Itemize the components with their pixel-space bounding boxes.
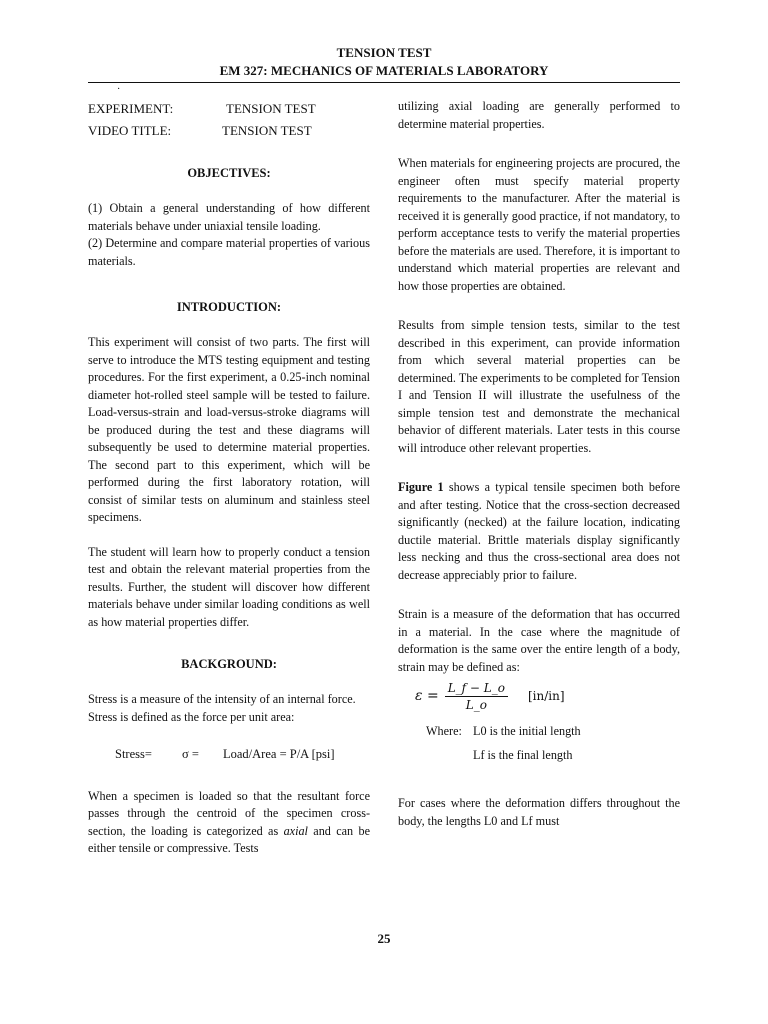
experiment-value: TENSION TEST <box>226 101 316 116</box>
epsilon-symbol: ε = <box>415 687 439 704</box>
body-paragraph: When materials for engineering projects are procured, the engineer often must specify material property requirements to the manufacturer. After the material is received it is generally good practice, if not mandatory, to perform acceptance tests to verify the material properties before the materials are used. Therefore, it is important to understand which material properties are relevant and how those properties are obtained. <box>398 156 680 293</box>
where-definitions <box>398 719 680 767</box>
stress-formula: Load/Area = P/A [psi] <box>223 747 335 761</box>
introduction-heading: INTRODUCTION: <box>176 300 282 314</box>
axial-text-end: and can be either tensile or compressive. Tests <box>88 823 370 855</box>
video-row <box>88 120 370 142</box>
figure-reference: Figure 1 <box>398 480 444 494</box>
document-title: TENSION TEST <box>336 45 432 60</box>
figure-text: shows a typical tensile specimen both before and after testing. Notice that the cross-section decreased significantly (necked) at the failure location, indicating ductile material. Brittle materials display significantly less necking and thus the cross-sectional area does not decrease appreciably prior to failure. <box>398 480 680 582</box>
right-column <box>398 98 680 847</box>
experiment-row <box>88 98 370 120</box>
fraction-denominator: L_o <box>465 698 487 712</box>
stress-label: Stress= <box>115 747 152 761</box>
stress-equation <box>115 746 370 764</box>
objective-item: (2) Determine and compare material properties of various materials. <box>88 236 370 268</box>
left-column <box>88 98 370 875</box>
axial-emphasis: axial <box>283 823 308 838</box>
axial-paragraph <box>88 788 370 858</box>
video-label: VIDEO TITLE: <box>88 123 172 138</box>
intro-paragraph: The student will learn how to properly conduct a tension test and obtain the relevant material properties from the results. Further, the student will discover how different materials behave under similar loading conditions as well as how material properties differ. <box>88 544 370 629</box>
body-paragraph: utilizing axial loading are generally performed to determine material properties. <box>398 99 680 131</box>
objective-item: (1) Obtain a general understanding of how different materials behave under uniaxial tensile loading. <box>88 201 370 233</box>
axial-text-start: When a specimen is loaded so that the resultant force passes through the centroid of the specimen cross-section, the loading is categorized as <box>88 788 370 838</box>
header-divider <box>88 82 680 83</box>
definition-list <box>473 719 581 767</box>
initial-length-definition: L0 is the initial length <box>473 724 581 738</box>
fraction-numerator: L_f − L_o <box>445 680 508 697</box>
stray-mark: · <box>117 84 121 95</box>
course-title: EM 327: MECHANICS OF MATERIALS LABORATORY <box>219 63 549 78</box>
page-header <box>88 44 680 80</box>
page-number: 25 <box>377 931 391 946</box>
where-label: Where: <box>426 724 462 738</box>
background-heading: BACKGROUND: <box>181 657 277 671</box>
figure-paragraph <box>398 479 680 584</box>
strain-paragraph: Strain is a measure of the deformation that has occurred in a material. In the case where the magnitude of deformation is the same over the entire length of a body, strain may be defined as: <box>398 607 680 674</box>
strain-equation <box>415 680 680 713</box>
body-paragraph: Results from simple tension tests, similar to the test described in this experiment, can provide information from which several material properties can be determined. The experiments to be completed for Tension I and Tension II will illustrate the usefulness of the simple tension test and demonstrate the mechanical behavior of different materials. Later tests in this course will introduce other relevant properties. <box>398 318 680 455</box>
objectives-heading: OBJECTIVES: <box>187 166 271 180</box>
video-value: TENSION TEST <box>222 123 312 138</box>
objectives-list <box>88 200 370 270</box>
final-length-definition: Lf is the final length <box>473 748 573 762</box>
strain-fraction <box>445 680 508 713</box>
experiment-label: EXPERIMENT: <box>88 101 174 116</box>
stress-paragraph: Stress is a measure of the intensity of an internal force. Stress is defined as the force per unit area: <box>88 692 356 724</box>
strain-units: [in/in] <box>528 688 565 703</box>
sigma-symbol: σ = <box>182 747 199 761</box>
deformation-paragraph: For cases where the deformation differs throughout the body, the lengths L0 and Lf must <box>398 796 680 828</box>
intro-paragraph: This experiment will consist of two parts. The first will serve to introduce the MTS testing equipment and testing procedures. For the first experiment, a 0.25-inch nominal diameter hot-rolled steel sample will be tested to failure. Load-versus-strain and load-versus-stroke diagrams will be produced during the test and these diagrams will subsequently be used to determine material properties. The second part to this experiment, which will be performed during the first laboratory rotation, will consist of similar tests on aluminum and stainless steel specimens. <box>88 335 370 524</box>
